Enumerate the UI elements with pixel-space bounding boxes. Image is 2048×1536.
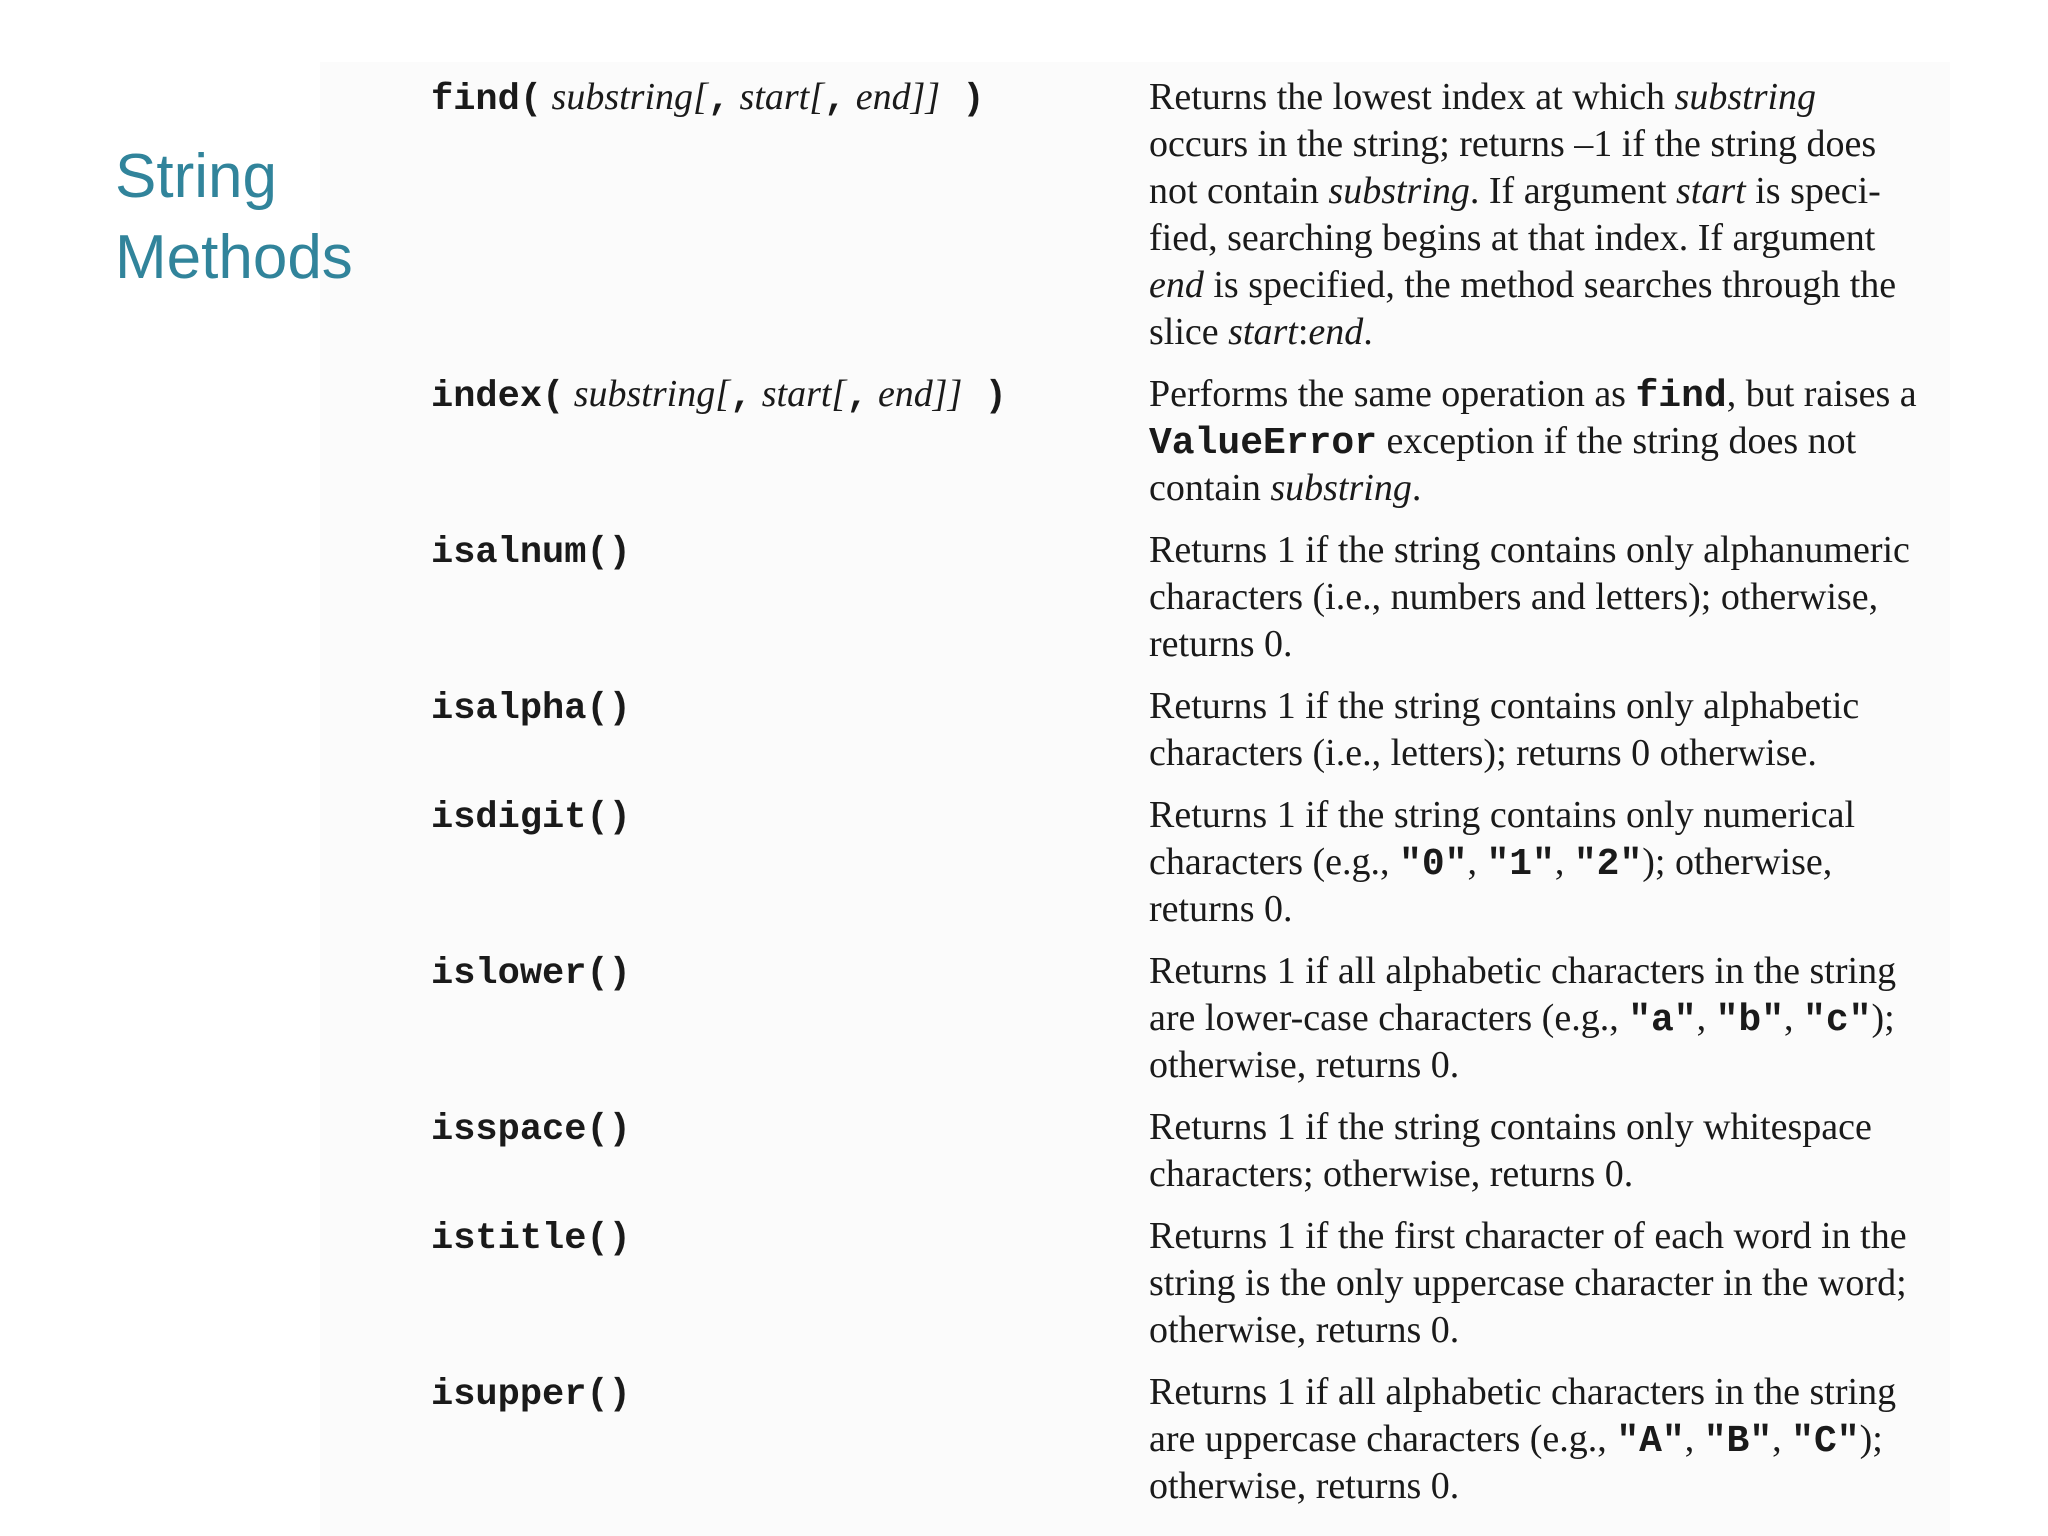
method-row-index (431, 371, 1941, 512)
description-line (1149, 839, 1939, 886)
description-line (1149, 574, 1939, 621)
description-line (1149, 1104, 1939, 1151)
method-signature (431, 371, 1149, 418)
description-text: contain (1149, 467, 1271, 509)
description-text: , (1554, 841, 1574, 883)
italic-text: substring (1674, 76, 1817, 118)
description-text: ); otherwise, (1642, 841, 1833, 883)
code-text: "b" (1715, 999, 1785, 1042)
code-text: "0" (1399, 843, 1468, 886)
italic-text: substring (1270, 467, 1412, 509)
description-text: characters; otherwise, returns 0. (1149, 1153, 1634, 1195)
method-code-text: istitle() (431, 1218, 631, 1260)
italic-text: start (1228, 311, 1298, 353)
method-description (1149, 371, 1939, 512)
description-line (1149, 371, 1939, 418)
method-row-isupper (431, 1369, 1941, 1510)
method-description (1149, 948, 1939, 1089)
method-code-text: find( (431, 79, 543, 121)
description-line (1149, 683, 1939, 730)
description-line (1149, 730, 1939, 777)
description-text: is specified, the method searches through the (1203, 264, 1897, 306)
description-text: are lower-case characters (e.g., (1149, 997, 1629, 1039)
description-text: not contain (1149, 170, 1329, 212)
method-signature (431, 683, 1149, 730)
description-text: Returns 1 if the first character of each word in the (1149, 1215, 1907, 1257)
method-row-isdigit (431, 792, 1941, 933)
description-text: otherwise, returns 0. (1149, 1044, 1460, 1086)
description-text: characters (e.g., (1149, 841, 1400, 883)
method-row-istitle (431, 1213, 1941, 1354)
method-code-text: ) (962, 376, 1007, 418)
method-description (1149, 683, 1939, 777)
code-text: "C" (1791, 1420, 1860, 1463)
method-code-text: , (730, 376, 753, 418)
method-description (1149, 74, 1939, 356)
method-signature (431, 1369, 1149, 1416)
method-code-text: , (707, 79, 731, 121)
description-text: slice (1149, 311, 1229, 353)
description-text: is speci- (1745, 170, 1881, 212)
description-text: Performs the same operation as (1149, 373, 1636, 415)
code-text: "2" (1573, 843, 1643, 886)
description-text: returns 0. (1149, 888, 1293, 930)
description-text: fied, searching begins at that index. If argument (1149, 217, 1876, 259)
description-line (1149, 262, 1939, 309)
description-text: otherwise, returns 0. (1149, 1309, 1460, 1351)
description-text: are uppercase characters (e.g., (1149, 1418, 1617, 1460)
code-text: find (1635, 375, 1727, 418)
method-code-text: index( (431, 376, 565, 418)
description-text: exception if the string does not (1377, 420, 1857, 462)
description-line (1149, 1463, 1939, 1510)
slide-title: String Methods (115, 142, 353, 292)
description-line (1149, 309, 1939, 356)
method-description (1149, 792, 1939, 933)
description-line (1149, 792, 1939, 839)
description-text: ); (1859, 1418, 1883, 1460)
method-description (1149, 1104, 1939, 1198)
method-row-isspace (431, 1104, 1941, 1198)
description-line (1149, 1369, 1939, 1416)
method-description (1149, 1369, 1939, 1510)
method-signature (431, 74, 1149, 121)
parameter-text: substring[ (542, 76, 708, 118)
methods-table (431, 74, 1941, 1525)
code-text: "B" (1703, 1420, 1773, 1463)
method-code-text: isspace() (431, 1109, 631, 1151)
method-code-text: isdigit() (431, 797, 631, 839)
code-text: "A" (1616, 1420, 1685, 1463)
italic-text: start (1676, 170, 1746, 212)
method-signature (431, 792, 1149, 839)
description-line (1149, 1213, 1939, 1260)
description-line (1149, 1042, 1939, 1089)
method-signature (431, 527, 1149, 574)
description-text: . (1411, 467, 1422, 509)
description-text: , (1772, 1418, 1792, 1460)
method-signature (431, 948, 1149, 995)
description-line (1149, 995, 1939, 1042)
description-text: . (1363, 311, 1373, 353)
description-text: Returns 1 if the string contains only whitespace (1149, 1106, 1872, 1148)
method-row-islower (431, 948, 1941, 1089)
description-text: , (1784, 997, 1804, 1039)
description-text: , but raises a (1726, 373, 1917, 415)
description-text: . If argument (1469, 170, 1677, 212)
method-row-isalnum (431, 527, 1941, 668)
italic-text: end (1308, 311, 1364, 353)
description-line (1149, 948, 1939, 995)
description-text: characters (i.e., numbers and letters); otherwise, (1149, 576, 1879, 618)
description-text: , (1467, 841, 1487, 883)
description-line (1149, 1416, 1939, 1463)
description-line (1149, 621, 1939, 668)
description-text: occurs in the string; returns –1 if the string does (1149, 123, 1877, 165)
method-code-text: isupper() (431, 1374, 631, 1416)
parameter-text: end]] (846, 76, 941, 118)
method-signature (431, 1104, 1149, 1151)
method-code-text: , (824, 79, 847, 121)
parameter-text: start[ (752, 373, 847, 415)
code-text: ValueError (1149, 422, 1378, 465)
description-text: Returns the lowest index at which (1149, 76, 1675, 118)
description-line (1149, 168, 1939, 215)
description-line (1149, 465, 1939, 512)
description-text: Returns 1 if the string contains only numerical (1149, 794, 1856, 836)
method-code-text: islower() (431, 953, 631, 995)
method-code-text: , (846, 376, 869, 418)
description-text: returns 0. (1149, 623, 1293, 665)
description-line (1149, 886, 1939, 933)
description-line (1149, 215, 1939, 262)
method-row-isalpha (431, 683, 1941, 777)
parameter-text: end]] (868, 373, 963, 415)
description-text: ); (1871, 997, 1895, 1039)
description-line (1149, 1260, 1939, 1307)
description-text: string is the only uppercase character in the word; (1149, 1262, 1907, 1304)
description-text: otherwise, returns 0. (1149, 1465, 1460, 1507)
description-text: Returns 1 if the string contains only alphabetic (1149, 685, 1860, 727)
description-line (1149, 121, 1939, 168)
italic-text: end (1149, 264, 1204, 306)
description-text: characters (i.e., letters); returns 0 otherwise. (1149, 732, 1817, 774)
description-line (1149, 418, 1939, 465)
method-code-text: isalpha() (431, 688, 631, 730)
description-line (1149, 1151, 1939, 1198)
method-description (1149, 527, 1939, 668)
description-text: , (1696, 997, 1716, 1039)
description-line (1149, 1307, 1939, 1354)
description-text: , (1684, 1418, 1704, 1460)
description-line (1149, 74, 1939, 121)
description-text: Returns 1 if all alphabetic characters in the string (1149, 1371, 1897, 1413)
parameter-text: start[ (730, 76, 825, 118)
method-code-text: ) (940, 79, 985, 121)
code-text: "c" (1803, 999, 1872, 1042)
method-description (1149, 1213, 1939, 1354)
code-text: "a" (1628, 999, 1697, 1042)
method-code-text: isalnum() (431, 532, 631, 574)
description-text: Returns 1 if all alphabetic characters in the string (1149, 950, 1897, 992)
description-text: Returns 1 if the string contains only alphanumeric (1149, 529, 1910, 571)
parameter-text: substring[ (564, 373, 731, 415)
description-line (1149, 527, 1939, 574)
code-text: "1" (1486, 843, 1555, 886)
method-signature (431, 1213, 1149, 1260)
method-row-find (431, 74, 1941, 356)
description-text: : (1297, 311, 1309, 353)
italic-text: substring (1328, 170, 1470, 212)
